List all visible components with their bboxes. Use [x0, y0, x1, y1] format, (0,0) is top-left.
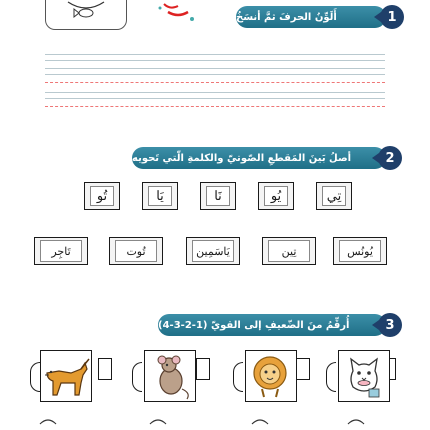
writing-line [45, 54, 385, 55]
word-text: تِين [281, 244, 297, 258]
section-1-number-text: 1 [387, 9, 397, 25]
word-text: يَاسَمِين [196, 244, 230, 258]
writing-line-dashed [45, 82, 385, 83]
syllable-text: تُو [96, 188, 108, 204]
writing-line [45, 74, 385, 75]
answer-bracket [233, 362, 243, 392]
bottom-decoration [30, 414, 390, 430]
fish-icon [46, 0, 126, 28]
picture-box-dog [40, 350, 92, 402]
section-3-number [378, 313, 402, 337]
section-3-instruction-banner [158, 314, 386, 336]
section-1-instruction-banner [236, 6, 386, 28]
section-1-number [380, 5, 404, 29]
word-box[interactable] [109, 237, 163, 265]
writing-line-dashed [45, 106, 385, 107]
syllable-text: تِي [326, 188, 342, 204]
section-3-instruction: أُرقِّمُ منَ الضّعيفِ إلى القويّ (1-2-3-4) [158, 319, 350, 331]
rank-input-box[interactable] [196, 358, 210, 380]
word-text: تُوت [126, 244, 146, 258]
syllable-box[interactable] [142, 182, 178, 210]
word-box[interactable] [333, 237, 387, 265]
syllable-text: يُو [270, 188, 282, 204]
writing-line [45, 98, 385, 99]
section-2-instruction-banner [132, 147, 386, 169]
syllable-box[interactable] [84, 182, 120, 210]
word-box[interactable] [186, 237, 240, 265]
syllable-box[interactable] [200, 182, 236, 210]
answer-bracket [132, 362, 142, 392]
syllable-text: يَا [156, 188, 164, 204]
top-picture-card [45, 0, 127, 30]
dog-icon [41, 351, 91, 401]
word-box[interactable] [34, 237, 88, 265]
section-3-number-text: 3 [385, 317, 395, 333]
syllable-box[interactable] [316, 182, 352, 210]
rank-input-box[interactable] [296, 358, 310, 380]
lion-icon [246, 351, 296, 401]
writing-line [45, 68, 385, 69]
syllable-text: نَا [214, 188, 222, 204]
writing-line [45, 60, 385, 61]
section-2-instruction: أصلُ بَينَ المَقطعِ الصّوتيّ والكلمةِ الّتي تَحويه [132, 152, 352, 164]
red-letters-icon [150, 0, 202, 26]
word-text: تَاجِر [51, 244, 71, 258]
writing-line [45, 92, 385, 93]
rank-input-box[interactable] [98, 358, 112, 380]
cat-icon [339, 351, 389, 401]
word-box[interactable] [262, 237, 316, 265]
answer-bracket [326, 362, 336, 392]
answer-bracket [30, 362, 40, 392]
section-2-number [378, 146, 402, 170]
picture-box-mouse [144, 350, 196, 402]
picture-box-cat [338, 350, 390, 402]
syllable-box[interactable] [258, 182, 294, 210]
section-2-number-text: 2 [385, 150, 395, 166]
picture-box-lion [245, 350, 297, 402]
word-text: يُونُس [347, 244, 373, 258]
mouse-icon [145, 351, 195, 401]
section-1-instruction: أَلَوِّنُ الحرفَ ثمَّ أنسَخُ [236, 11, 337, 23]
